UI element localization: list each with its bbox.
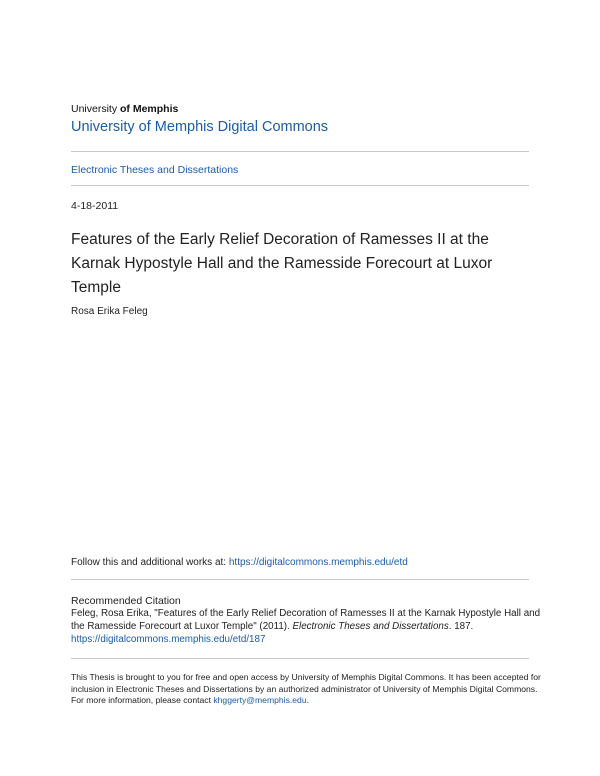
access-notice: [71, 672, 541, 707]
university-bold: of Memphis: [120, 103, 179, 115]
contact-email-link[interactable]: khggerty@memphis.edu: [213, 695, 307, 705]
divider-top: [71, 151, 529, 152]
follow-link[interactable]: https://digitalcommons.memphis.edu/etd: [228, 557, 408, 568]
citation-link[interactable]: https://digitalcommons.memphis.edu/etd/187: [71, 634, 266, 645]
divider-citation: [71, 579, 529, 580]
series-link[interactable]: Electronic Theses and Dissertations: [71, 164, 239, 176]
repository-link[interactable]: University of Memphis Digital Commons: [71, 119, 329, 135]
university-prefix: University: [71, 103, 118, 115]
university-name: [71, 103, 178, 115]
follow-line: [71, 557, 408, 568]
author-name: Rosa Erika Feleg: [71, 306, 148, 317]
citation-heading: Recommended Citation: [71, 595, 181, 607]
notice-end: .: [306, 695, 310, 705]
divider-notice: [71, 658, 529, 659]
citation-number: . 187.: [448, 621, 474, 632]
notice-text: This Thesis is brought to you for free and open access by University of Memphis Digital Commons. It has been accepted for inclusion in Electronic Theses and Dissertations by an authorized administrator of University of Memphis Digital Commons. For more information, please contact: [71, 672, 541, 705]
follow-text: Follow this and additional works at:: [71, 557, 229, 568]
citation-text: Feleg, Rosa Erika, "Features of the Early Relief Decoration of Ramesses II at the Karnak Hypostyle Hall and the Ramesside Forecourt at Luxor Temple" (2011).: [71, 608, 541, 632]
divider-series: [71, 185, 529, 186]
citation-body: [71, 607, 541, 646]
citation-series: Electronic Theses and Dissertations: [292, 621, 449, 632]
thesis-title: Features of the Early Relief Decoration of Ramesses II at the Karnak Hypostyle Hall and the Ramesside Forecourt at Luxor Temple: [71, 231, 493, 296]
publication-date: 4-18-2011: [71, 200, 119, 212]
